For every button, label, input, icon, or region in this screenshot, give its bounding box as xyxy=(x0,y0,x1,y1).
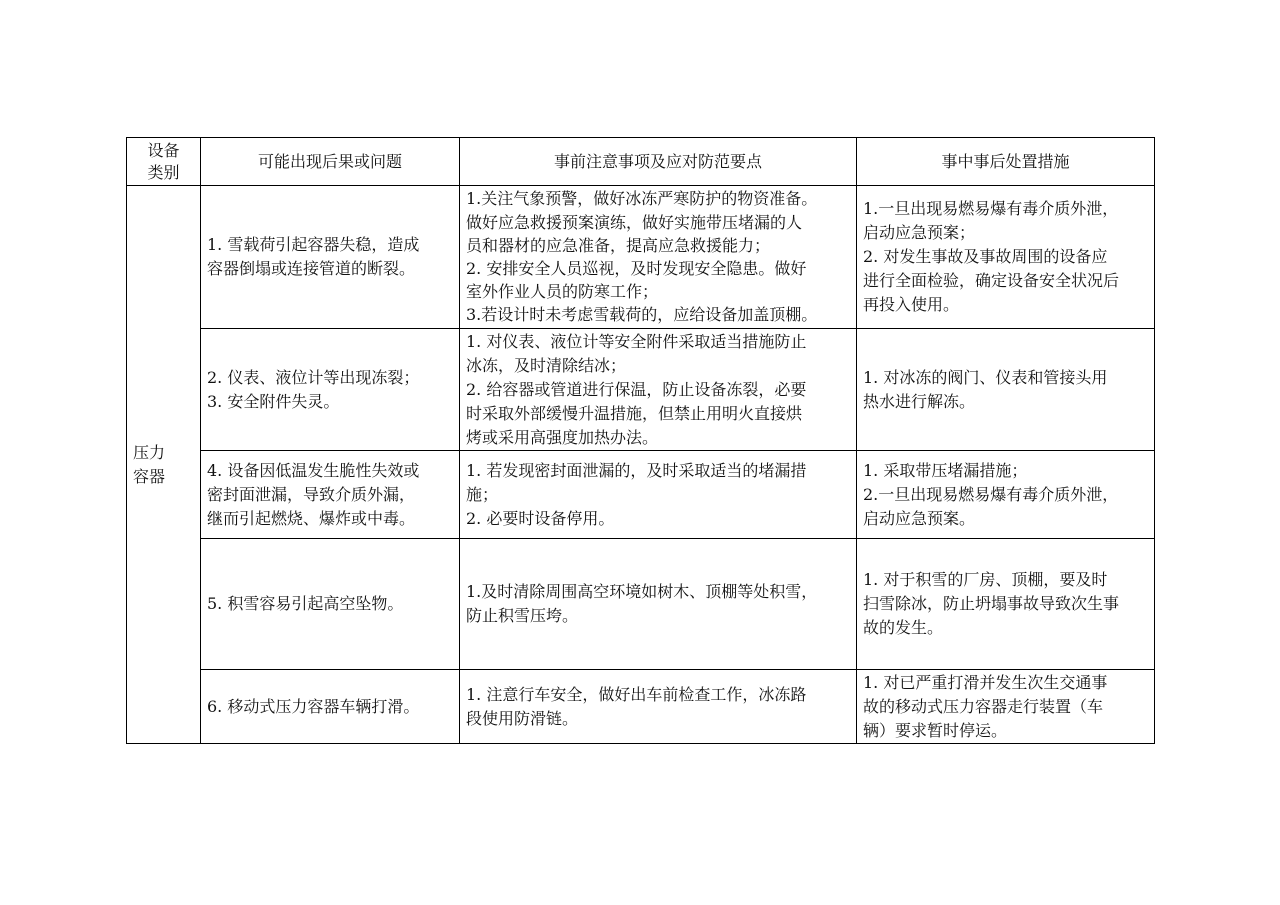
safety-measures-table xyxy=(126,137,1155,744)
response-cell: 1.一旦出现易燃易爆有毒介质外泄， 启动应急预案； 2. 对发生事故及事故周围的设备应 进行全面检验，确定设备安全状况后 再投入使用。 xyxy=(857,186,1155,329)
response-cell: 1. 对已严重打滑并发生次生交通事 故的移动式压力容器走行装置（车 辆）要求暂时停运。 xyxy=(857,670,1155,744)
response-cell: 1. 对冰冻的阀门、仪表和管接头用 热水进行解冻。 xyxy=(857,329,1155,451)
precaution-cell: 1.关注气象预警，做好冰冻严寒防护的物资准备。 做好应急救援预案演练，做好实施带压堵漏的人 员和器材的应急准备，提高应急救援能力； 2. 安排安全人员巡视，及时发现安全隐患。做好 室外作业人员的防寒工作； 3.若设计时未考虑雪载荷的，应给设备加盖顶棚。 xyxy=(460,186,857,329)
category-cell: 压力 容器 xyxy=(127,186,201,744)
table-row xyxy=(127,451,1155,539)
header-response-measures: 事中事后处置措施 xyxy=(857,138,1155,186)
precaution-cell: 1.及时清除周围高空环境如树木、顶棚等处积雪， 防止积雪压垮。 xyxy=(460,539,857,670)
problem-cell: 4. 设备因低温发生脆性失效或 密封面泄漏，导致介质外漏， 继而引起燃烧、爆炸或中毒。 xyxy=(201,451,460,539)
problem-cell: 6. 移动式压力容器车辆打滑。 xyxy=(201,670,460,744)
header-equipment-category: 设备 类别 xyxy=(127,138,201,186)
header-problems: 可能出现后果或问题 xyxy=(201,138,460,186)
response-cell: 1. 对于积雪的厂房、顶棚，要及时 扫雪除冰，防止坍塌事故导致次生事 故的发生。 xyxy=(857,539,1155,670)
table-row xyxy=(127,670,1155,744)
problem-cell: 1. 雪载荷引起容器失稳，造成 容器倒塌或连接管道的断裂。 xyxy=(201,186,460,329)
header-precautions: 事前注意事项及应对防范要点 xyxy=(460,138,857,186)
problem-cell: 5. 积雪容易引起高空坠物。 xyxy=(201,539,460,670)
response-cell: 1. 采取带压堵漏措施； 2.一旦出现易燃易爆有毒介质外泄， 启动应急预案。 xyxy=(857,451,1155,539)
precaution-cell: 1. 若发现密封面泄漏的，及时采取适当的堵漏措 施； 2. 必要时设备停用。 xyxy=(460,451,857,539)
table-row xyxy=(127,329,1155,451)
table-row xyxy=(127,539,1155,670)
problem-cell: 2. 仪表、液位计等出现冻裂； 3. 安全附件失灵。 xyxy=(201,329,460,451)
table-row xyxy=(127,186,1155,329)
precaution-cell: 1. 对仪表、液位计等安全附件采取适当措施防止 冰冻，及时清除结冰； 2. 给容器或管道进行保温，防止设备冻裂，必要 时采取外部缓慢升温措施，但禁止用明火直接烘 烤或采用高强度加热办法。 xyxy=(460,329,857,451)
table-header-row xyxy=(127,138,1155,186)
precaution-cell: 1. 注意行车安全，做好出车前检查工作，冰冻路 段使用防滑链。 xyxy=(460,670,857,744)
